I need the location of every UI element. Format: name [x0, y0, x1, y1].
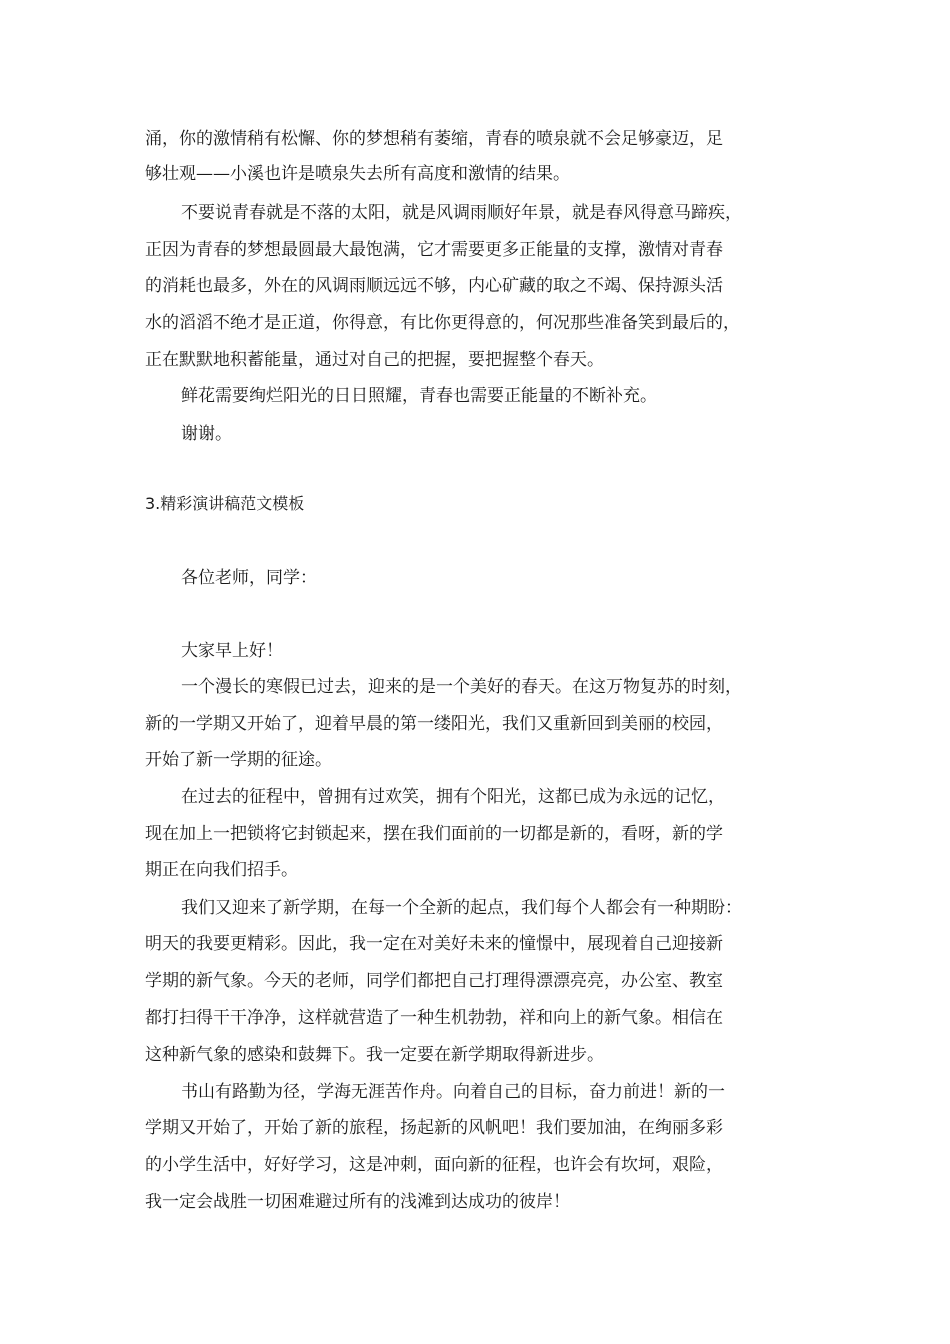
paragraph-line: 我一定会战胜一切困难避过所有的浅滩到达成功的彼岸！	[145, 1192, 570, 1212]
paragraph-line: 明天的我要更精彩。因此，我一定在对美好未来的憧憬中，展现着自己迎接新	[145, 934, 723, 954]
section-heading: 3.精彩演讲稿范文模板	[145, 494, 305, 513]
paragraph-line: 不要说青春就是不落的太阳，就是风调雨顺好年景，就是春风得意马蹄疾，	[181, 203, 742, 223]
paragraph-line: 正在默默地积蓄能量，通过对自己的把握，要把握整个春天。	[145, 350, 604, 370]
paragraph-line: 涌，你的激情稍有松懈、你的梦想稍有萎缩，青春的喷泉就不会足够豪迈，足	[145, 129, 723, 149]
paragraph-line: 鲜花需要绚烂阳光的日日照耀，青春也需要正能量的不断补充。	[181, 386, 657, 406]
paragraph-line: 都打扫得干干净净，这样就营造了一种生机勃勃，祥和向上的新气象。相信在	[145, 1008, 723, 1028]
paragraph-line: 期正在向我们招手。	[145, 860, 298, 880]
paragraph-line: 新的一学期又开始了，迎着早晨的第一缕阳光，我们又重新回到美丽的校园，	[145, 714, 723, 734]
paragraph-line: 的小学生活中，好好学习，这是冲刺，面向新的征程，也许会有坎坷，艰险，	[145, 1155, 723, 1175]
paragraph-line: 谢谢。	[181, 424, 232, 444]
paragraph-line: 现在加上一把锁将它封锁起来，摆在我们面前的一切都是新的，看呀，新的学	[145, 824, 723, 844]
paragraph-line: 开始了新一学期的征途。	[145, 750, 332, 770]
greeting: 大家早上好！	[181, 641, 283, 661]
paragraph-line: 在过去的征程中，曾拥有过欢笑，拥有个阳光，这都已成为永远的记忆，	[181, 787, 725, 807]
paragraph-line: 学期的新气象。今天的老师，同学们都把自己打理得漂漂亮亮，办公室、教室	[145, 971, 723, 991]
paragraph-line: 的消耗也最多，外在的风调雨顺远远不够，内心矿藏的取之不竭、保持源头活	[145, 276, 723, 296]
paragraph-line: 书山有路勤为径，学海无涯苦作舟。向着自己的目标，奋力前进！新的一	[181, 1082, 725, 1102]
paragraph-line: 水的滔滔不绝才是正道，你得意，有比你更得意的，何况那些准备笑到最后的，	[145, 313, 740, 333]
paragraph-line: 一个漫长的寒假已过去，迎来的是一个美好的春天。在这万物复苏的时刻，	[181, 677, 742, 697]
paragraph-line: 正因为青春的梦想最圆最大最饱满，它才需要更多正能量的支撑，激情对青春	[145, 240, 723, 260]
paragraph-line: 学期又开始了，开始了新的旅程，扬起新的风帆吧！我们要加油，在绚丽多彩	[145, 1118, 723, 1138]
paragraph-line: 这种新气象的感染和鼓舞下。我一定要在新学期取得新进步。	[145, 1045, 604, 1065]
salutation: 各位老师，同学：	[181, 568, 317, 588]
paragraph-line: 我们又迎来了新学期，在每一个全新的起点，我们每个人都会有一种期盼：	[181, 898, 742, 918]
paragraph-line: 够壮观——小溪也许是喷泉失去所有高度和激情的结果。	[145, 164, 570, 184]
